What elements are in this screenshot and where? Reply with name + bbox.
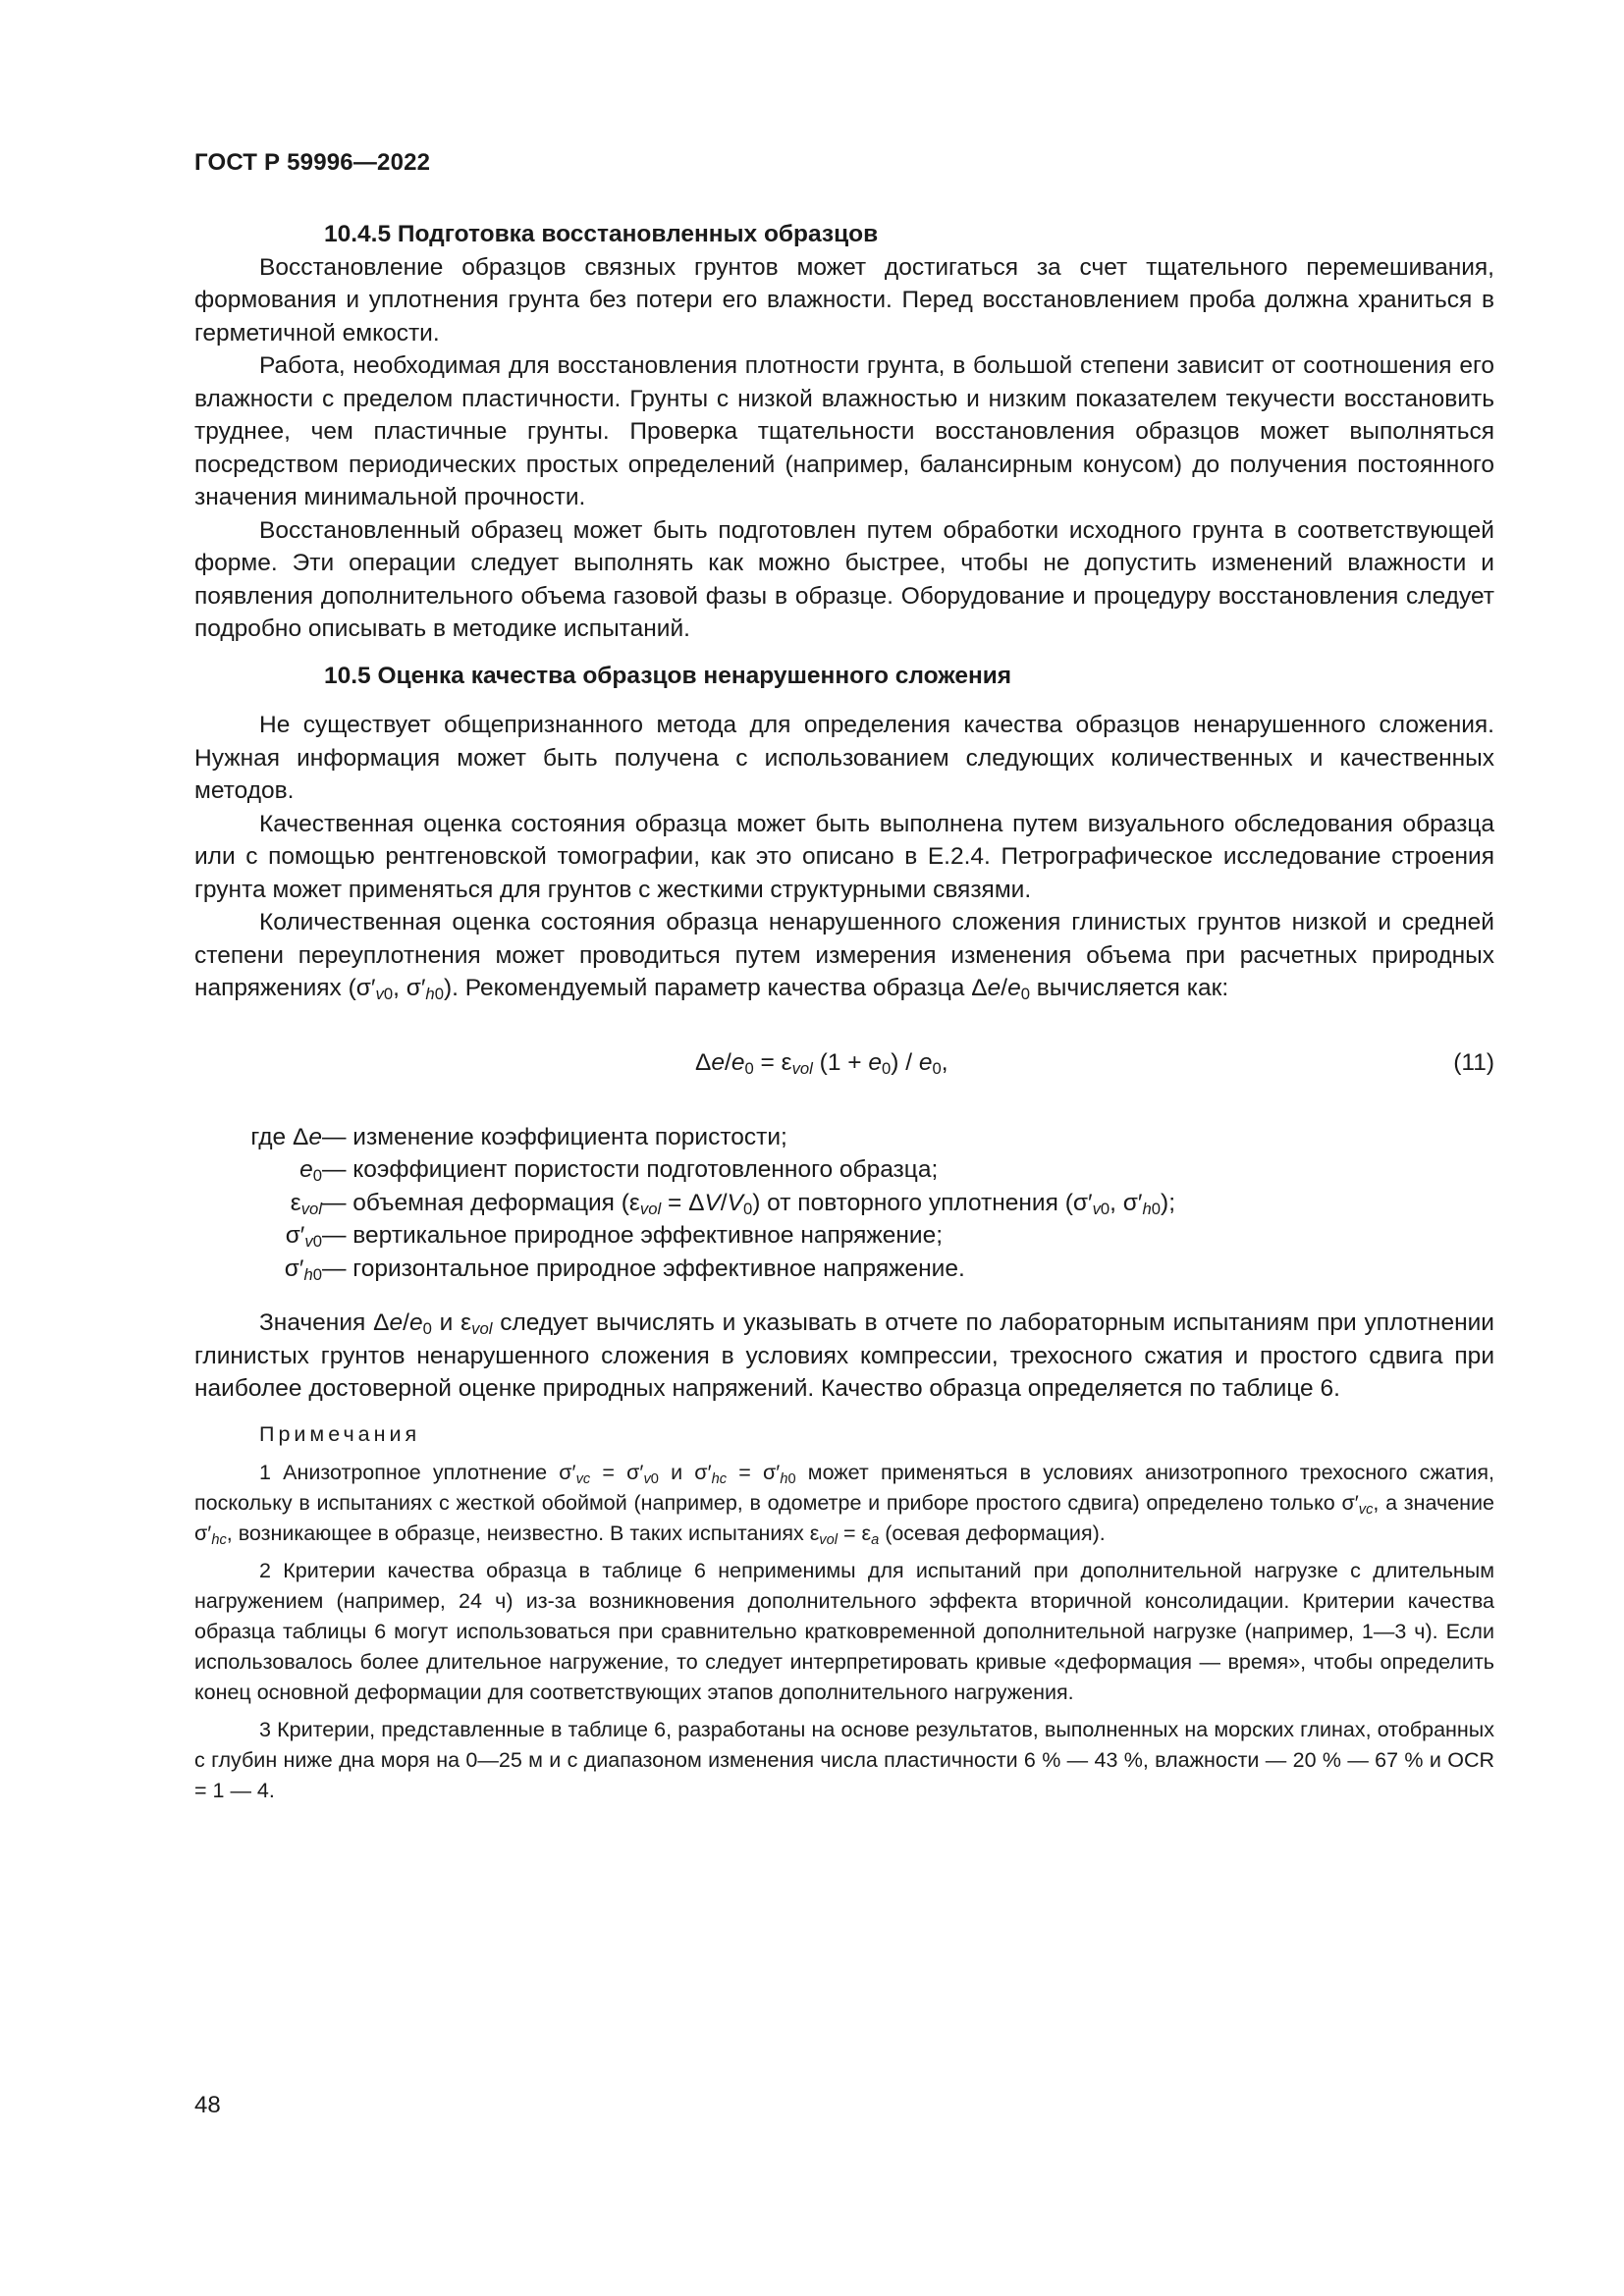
- paragraph: Работа, необходимая для восстановления плотности грунта, в большой степени зависит от соотношения его влажности с пределом пластичности. Грунты с низкой влажностью и низким показателем текучести восстановить труднее, чем пластичные грунты. Проверка тщательности восстановления образцов может выполняться посредством периодических простых определений (например, балансирным конусом) до получения постоянного значения минимальной прочности.: [194, 352, 1494, 510]
- where-list: [194, 1121, 1494, 1286]
- note-item: 3 Критерии, представленные в таблице 6, разработаны на основе результатов, выполненных на морских глинах, отобранных с глубин ниже дна моря на 0—25 м и с диапазоном изменения числа пластичности 6 % — 43 %, влажности — 20 % — 67 % и OCR = 1 — 4.: [194, 1717, 1494, 1802]
- notes-title: Примечания: [259, 1421, 421, 1446]
- note-item: 2 Критерии качества образца в таблице 6 неприменимы для испытаний при дополнительной нагрузке с длительным нагружением (например, 24 ч) из-за возникновения дополнительного эффекта вторичной консолидации. Критерии качества образца таблицы 6 могут использоваться при сравнительно кратковременной дополнительной нагрузке (например, 1—3 ч). Если использовалось более длительное нагружение, то следует интерпретировать кривые «деформация — время», чтобы определить конец основной деформации для соответствующих этапов дополнительного нагружения.: [194, 1558, 1494, 1704]
- where-row: $\sigma'_{h0}$ — горизонтальное природное эффективное напряжение.: [284, 1255, 965, 1284]
- paragraph: Не существует общепризнанного метода для определения качества образцов ненарушенного сложения. Нужная информация может быть получена с использованием следующих количественных и качественных методов.: [194, 712, 1494, 804]
- formula-expression: $\Delta e/e_0 = \varepsilon_{vol}$ $(1 + e_0) / e_0$,: [695, 1048, 948, 1078]
- page-number: 48: [194, 2092, 221, 2118]
- note-item: 1 Анизотропное уплотнение $\sigma'_{vc} = \sigma'_{v0}$ и $\sigma'_{hc} = \sigma'_{h0}$ может применяться в условиях анизотропного трехосного сжатия, поскольку в испытаниях с жесткой обоймой (например, в одометре и приборе простого сдвига) определено только $\sigma'_{vc}$, а значение $\sigma'_{hc}$, возникающее в образце, неизвестно. В таких испытаниях $\varepsilon_{vol} = \varepsilon_a$ (осевая деформация).: [194, 1460, 1495, 1548]
- paragraph-with-formula-intro: Количественная оценка состояния образца ненарушенного сложения глинистых грунтов низкой и средней степени переуплотнения может проводиться путем измерения изменения объема при расчетных природных напряжениях ($\sigma'_{v0}$, $\sigma'_{h0}$). Рекомендуемый параметр качества образца $\Delta e/e_0$ вычисляется как:: [194, 909, 1494, 1003]
- notes-block: [194, 1419, 1494, 1806]
- document-code-header: ГОСТ Р 59996—2022: [194, 149, 431, 176]
- formula-11: [194, 1046, 1494, 1080]
- main-text: [194, 218, 1494, 1813]
- paragraph: Качественная оценка состояния образца может быть выполнена путем визуального обследования образца или с помощью рентгеновской томографии, как это описано в Е.2.4. Петрографическое исследование строения грунта может применяться для грунтов с жесткими структурными связями.: [194, 810, 1494, 903]
- where-row: $\sigma'_{v0}$ — вертикальное природное эффективное напряжение;: [285, 1222, 944, 1251]
- where-row: где Δe — изменение коэффициента пористости;: [250, 1123, 787, 1150]
- paragraph: Значения $\Delta e/e_0$ и $\varepsilon_{vol}$ следует вычислять и указывать в отчете по лабораторным испытаниям при уплотнении глинистых грунтов ненарушенного сложения в условиях компрессии, трехосного сжатия и простого сдвига при наиболее достоверной оценке природных напряжений. Качество образца определяется по таблице 6.: [194, 1309, 1494, 1402]
- section-heading-10-5: 10.5 Оценка качества образцов ненарушенного сложения: [324, 662, 1012, 689]
- where-row: $\varepsilon_{vol}$ — объемная деформация $(\varepsilon_{vol} = \Delta V/V_0)$ от повторного уплотнения ($\sigma'_{v0}$, $\sigma'_{h0}$);: [290, 1189, 1176, 1218]
- paragraph: Восстановление образцов связных грунтов может достигаться за счет тщательного перемешивания, формования и уплотнения грунта без потери его влажности. Перед восстановлением проба должна храниться в герметичной емкости.: [194, 253, 1494, 347]
- paragraph: Восстановленный образец может быть подготовлен путем обработки исходного грунта в соответствующей форме. Эти операции следует выполнять как можно быстрее, чтобы не допустить изменений влажности и появления дополнительного объема газовой фазы в образце. Оборудование и процедуру восстановления следует подробно описывать в методике испытаний.: [194, 516, 1494, 642]
- formula-number: (11): [1453, 1048, 1494, 1076]
- section-heading-10-4-5: 10.4.5 Подготовка восстановленных образцов: [324, 221, 879, 247]
- where-row: $e_0$ — коэффициент пористости подготовленного образца;: [299, 1156, 939, 1185]
